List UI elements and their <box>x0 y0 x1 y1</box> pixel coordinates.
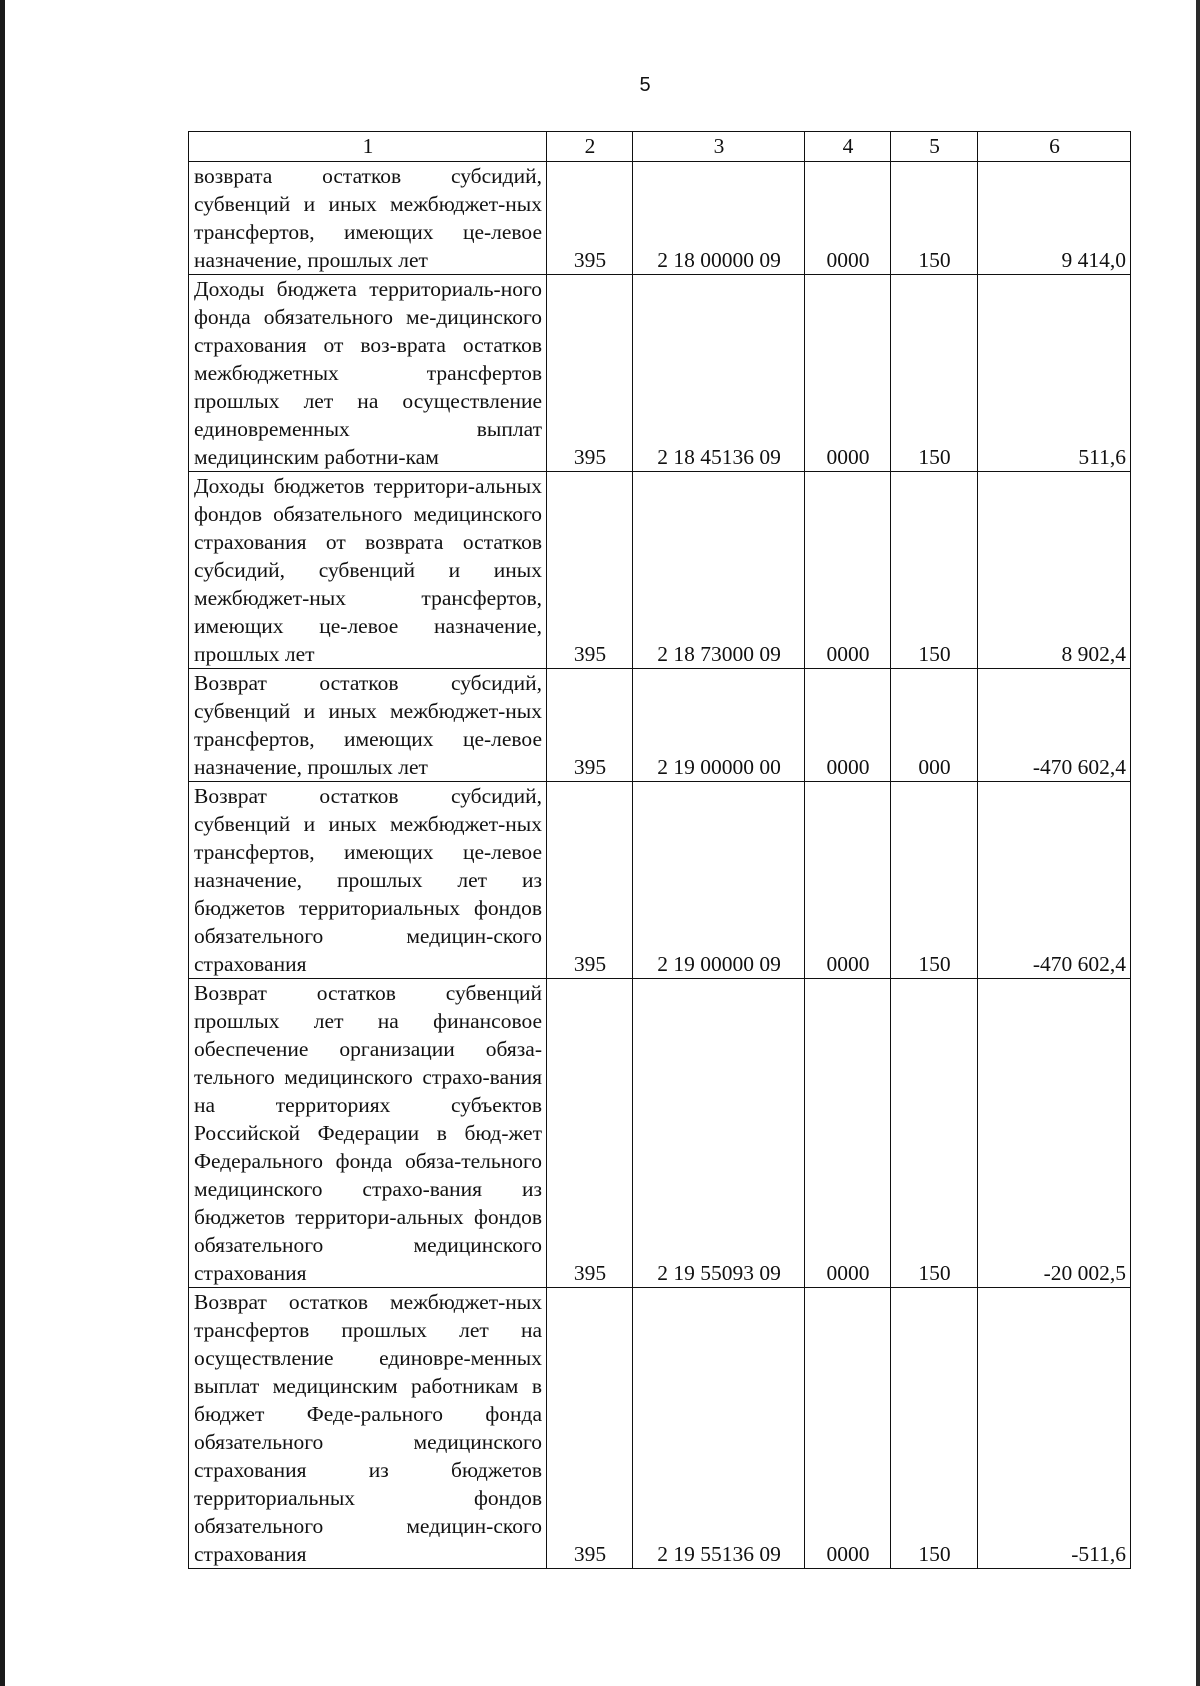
row-code: 2 18 00000 09 <box>633 162 805 275</box>
row-subcode: 0000 <box>805 979 891 1288</box>
row-subcode: 0000 <box>805 1288 891 1569</box>
column-header: 2 <box>547 132 633 162</box>
column-header: 4 <box>805 132 891 162</box>
row-subcode: 0000 <box>805 162 891 275</box>
table-row <box>189 669 1131 782</box>
row-admin: 395 <box>547 979 633 1288</box>
table-row <box>189 979 1131 1288</box>
budget-table <box>188 131 1131 1569</box>
row-admin: 395 <box>547 669 633 782</box>
row-admin: 395 <box>547 472 633 669</box>
row-code: 2 19 00000 00 <box>633 669 805 782</box>
row-admin: 395 <box>547 275 633 472</box>
row-code: 2 18 73000 09 <box>633 472 805 669</box>
row-admin: 395 <box>547 1288 633 1569</box>
header-row <box>189 132 1131 162</box>
page-number: 5 <box>639 74 651 96</box>
row-amount: -20 002,5 <box>978 979 1131 1288</box>
row-subcode: 0000 <box>805 782 891 979</box>
column-header: 3 <box>633 132 805 162</box>
row-subcode: 0000 <box>805 275 891 472</box>
row-type: 150 <box>891 275 978 472</box>
table-row <box>189 162 1131 275</box>
row-type: 150 <box>891 472 978 669</box>
row-type: 150 <box>891 782 978 979</box>
scan-edge-right <box>1196 0 1200 1686</box>
row-admin: 395 <box>547 162 633 275</box>
row-code: 2 19 55136 09 <box>633 1288 805 1569</box>
row-type: 150 <box>891 162 978 275</box>
table-row <box>189 472 1131 669</box>
row-subcode: 0000 <box>805 472 891 669</box>
row-amount: 511,6 <box>978 275 1131 472</box>
row-description: Доходы бюджетов территори-альных фондов обязательного медицинского страхования от возврата остатков субсидий, субвенций и иных межбюджет-ных трансфертов, имеющих це-левое назначение, прошлых лет <box>189 472 547 669</box>
row-code: 2 19 55093 09 <box>633 979 805 1288</box>
table-row <box>189 275 1131 472</box>
table-row <box>189 1288 1131 1569</box>
column-header: 6 <box>978 132 1131 162</box>
row-subcode: 0000 <box>805 669 891 782</box>
row-description: возврата остатков субсидий, субвенций и иных межбюджет-ных трансфертов, имеющих це-левое назначение, прошлых лет <box>189 162 547 275</box>
scan-edge-left <box>0 0 5 1686</box>
row-description: Доходы бюджета территориаль-ного фонда обязательного ме-дицинского страхования от воз-врата остатков межбюджетных трансфертов прошлых лет на осуществление единовременных выплат медицинским работни-кам <box>189 275 547 472</box>
row-amount: 8 902,4 <box>978 472 1131 669</box>
row-description: Возврат остатков межбюджет-ных трансфертов прошлых лет на осуществление единовре-менных выплат медицинским работникам в бюджет Феде-рального фонда обязательного медицинского страхования из бюджетов территориальных фондов обязательного медицин-ского страхования <box>189 1288 547 1569</box>
row-type: 150 <box>891 1288 978 1569</box>
row-type: 000 <box>891 669 978 782</box>
table-row <box>189 782 1131 979</box>
row-amount: -511,6 <box>978 1288 1131 1569</box>
row-type: 150 <box>891 979 978 1288</box>
row-description: Возврат остатков субсидий, субвенций и иных межбюджет-ных трансфертов, имеющих це-левое назначение, прошлых лет из бюджетов территориальных фондов обязательного медицин-ского страхования <box>189 782 547 979</box>
row-amount: -470 602,4 <box>978 669 1131 782</box>
column-header: 1 <box>189 132 547 162</box>
row-code: 2 19 00000 09 <box>633 782 805 979</box>
row-description: Возврат остатков субсидий, субвенций и иных межбюджет-ных трансфертов, имеющих це-левое назначение, прошлых лет <box>189 669 547 782</box>
row-code: 2 18 45136 09 <box>633 275 805 472</box>
row-description: Возврат остатков субвенций прошлых лет на финансовое обеспечение организации обяза-тельного медицинского страхо-вания на территориях субъектов Российской Федерации в бюд-жет Федерального фонда обяза-тельного медицинского страхо-вания из бюджетов территори-альных фондов обязательного медицинского страхования <box>189 979 547 1288</box>
row-amount: 9 414,0 <box>978 162 1131 275</box>
row-amount: -470 602,4 <box>978 782 1131 979</box>
column-header: 5 <box>891 132 978 162</box>
row-admin: 395 <box>547 782 633 979</box>
